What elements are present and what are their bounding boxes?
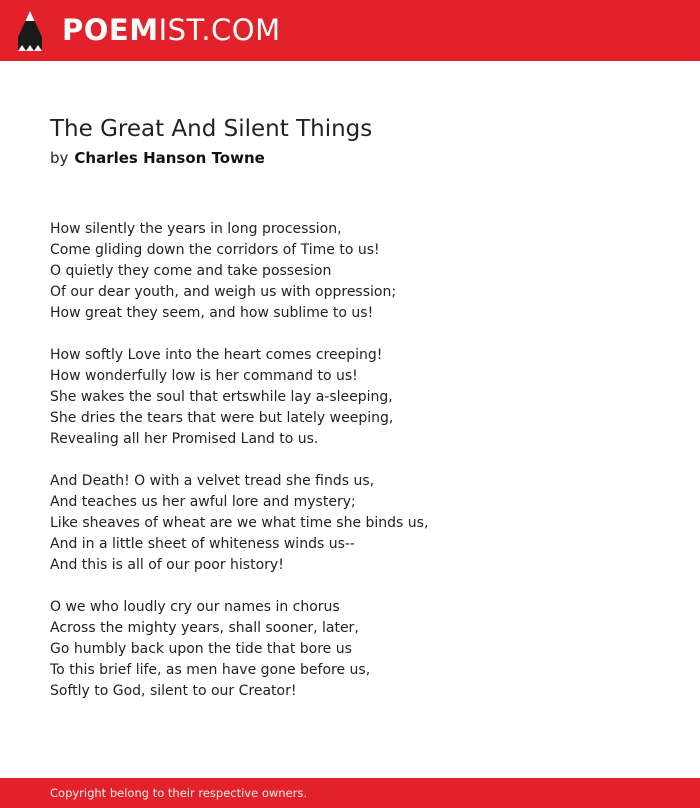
poem-line: Softly to God, silent to our Creator! [50,683,297,699]
site-logo[interactable] [62,12,281,48]
pencil-icon[interactable] [18,11,42,51]
author-name: Charles Hanson Towne [74,149,265,167]
poem-title: The Great And Silent Things [50,116,373,142]
poem-line: And this is all of our poor history! [50,557,284,573]
poem-body [50,219,650,723]
poem-line: Like sheaves of wheat are we what time she binds us, [50,515,429,531]
site-footer [0,778,700,808]
poem-line: How great they seem, and how sublime to us! [50,305,374,321]
poem-line: Revealing all her Promised Land to us. [50,431,319,447]
logo-text-bold: POEM [62,13,159,47]
byline [50,149,265,167]
poem-line: And teaches us her awful lore and mystery; [50,494,356,510]
poem-line: O quietly they come and take possesion [50,263,332,279]
poem-line: She dries the tears that were but lately weeping, [50,410,394,426]
logo-text-light: IST.COM [158,13,281,47]
poem-line: To this brief life, as men have gone before us, [50,662,371,678]
poem-line: And in a little sheet of whiteness winds us-- [50,536,355,552]
poem-line: O we who loudly cry our names in chorus [50,599,340,615]
poem-line: Go humbly back upon the tide that bore us [50,641,352,657]
poem-line: Come gliding down the corridors of Time to us! [50,242,380,258]
stanza [50,219,650,324]
poem-line: She wakes the soul that ertswhile lay a-sleeping, [50,389,393,405]
stanza [50,597,650,702]
copyright-notice: Copyright belong to their respective owners. [50,786,308,800]
stanza [50,345,650,450]
poem-line: Across the mighty years, shall sooner, later, [50,620,359,636]
poem-line: And Death! O with a velvet tread she finds us, [50,473,375,489]
poem-line: How wonderfully low is her command to us! [50,368,358,384]
poem-line: Of our dear youth, and weigh us with oppression; [50,284,397,300]
by-label: by [50,149,69,167]
site-header [0,0,700,61]
stanza [50,471,650,576]
poem-line: How softly Love into the heart comes creeping! [50,347,383,363]
poem-line: How silently the years in long procession, [50,221,342,237]
